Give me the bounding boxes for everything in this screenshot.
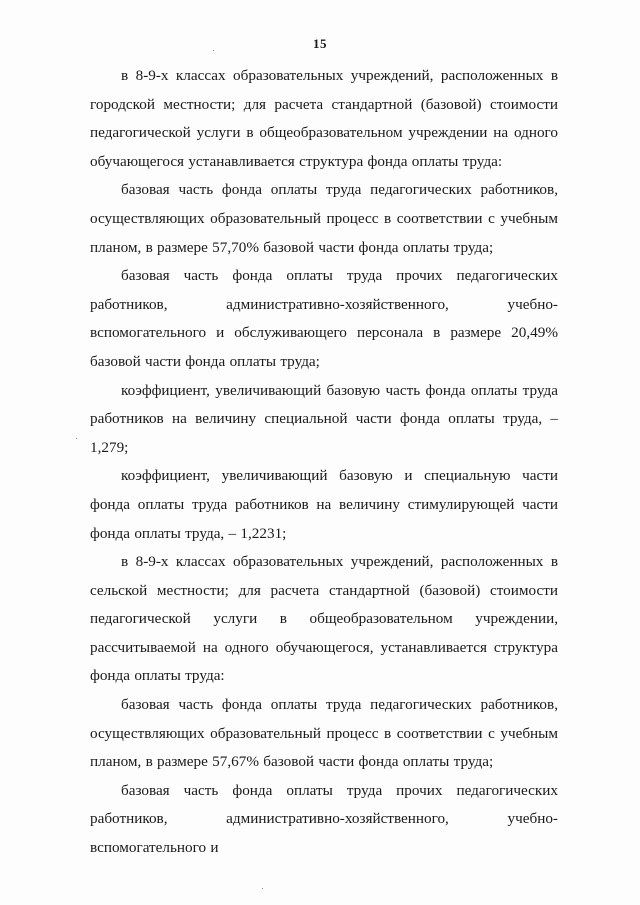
scan-speck [262,888,263,889]
paragraph-urban-base-teachers: базовая часть фонда оплаты труда педагогических работников, осуществляющих образовательный процесс в соответствии с учебным планом, в размере 57,70% базовой части фонда оплаты труда; [90,181,558,256]
paragraph-rural-base-other-staff: базовая часть фонда оплаты труда прочих педагогических работников, административно-хозяйственного, учебно-вспомогательного и [90,781,558,857]
paragraph-urban-base-other-staff: базовая часть фонда оплаты труда прочих педагогических работников, административно-хозяйственного, учебно-вспомогательного и обслуживающего персонала в размере 20,49% базовой части фонда оплаты труда; [90,267,558,370]
paragraph-rural-intro: в 8-9-х классах образовательных учреждений, расположенных в сельской местности; для расчета стандартной (базовой) стоимости педагогической услуги в общеобразовательном учреждении, рассчитываемой на одного обучающегося, устанавливается структура фонда оплаты труда: [90,553,558,685]
scan-speck [213,50,214,51]
paragraph-rural-base-teachers: базовая часть фонда оплаты труда педагогических работников, осуществляющих образовательный процесс в соответствии с учебным планом, в размере 57,67% базовой части фонда оплаты труда; [90,696,558,771]
paragraph-urban-stimulating-coefficient: коэффициент, увеличивающий базовую и специальную части фонда оплаты труда работников на величину стимулирующей части фонда оплаты труда, – 1,2231; [90,467,558,542]
document-body [90,62,558,863]
paragraph-urban-intro: в 8-9-х классах образовательных учреждений, расположенных в городской местности; для расчета стандартной (базовой) стоимости педагогической услуги в общеобразовательном учреждении на одного обучающегося устанавливается структура фонда оплаты труда: [90,67,558,170]
page-number: 15 [313,36,327,51]
scan-speck [76,438,77,439]
paragraph-urban-special-coefficient: коэффициент, увеличивающий базовую часть фонда оплаты труда работников на величину специальной части фонда оплаты труда, – 1,279; [90,381,558,456]
